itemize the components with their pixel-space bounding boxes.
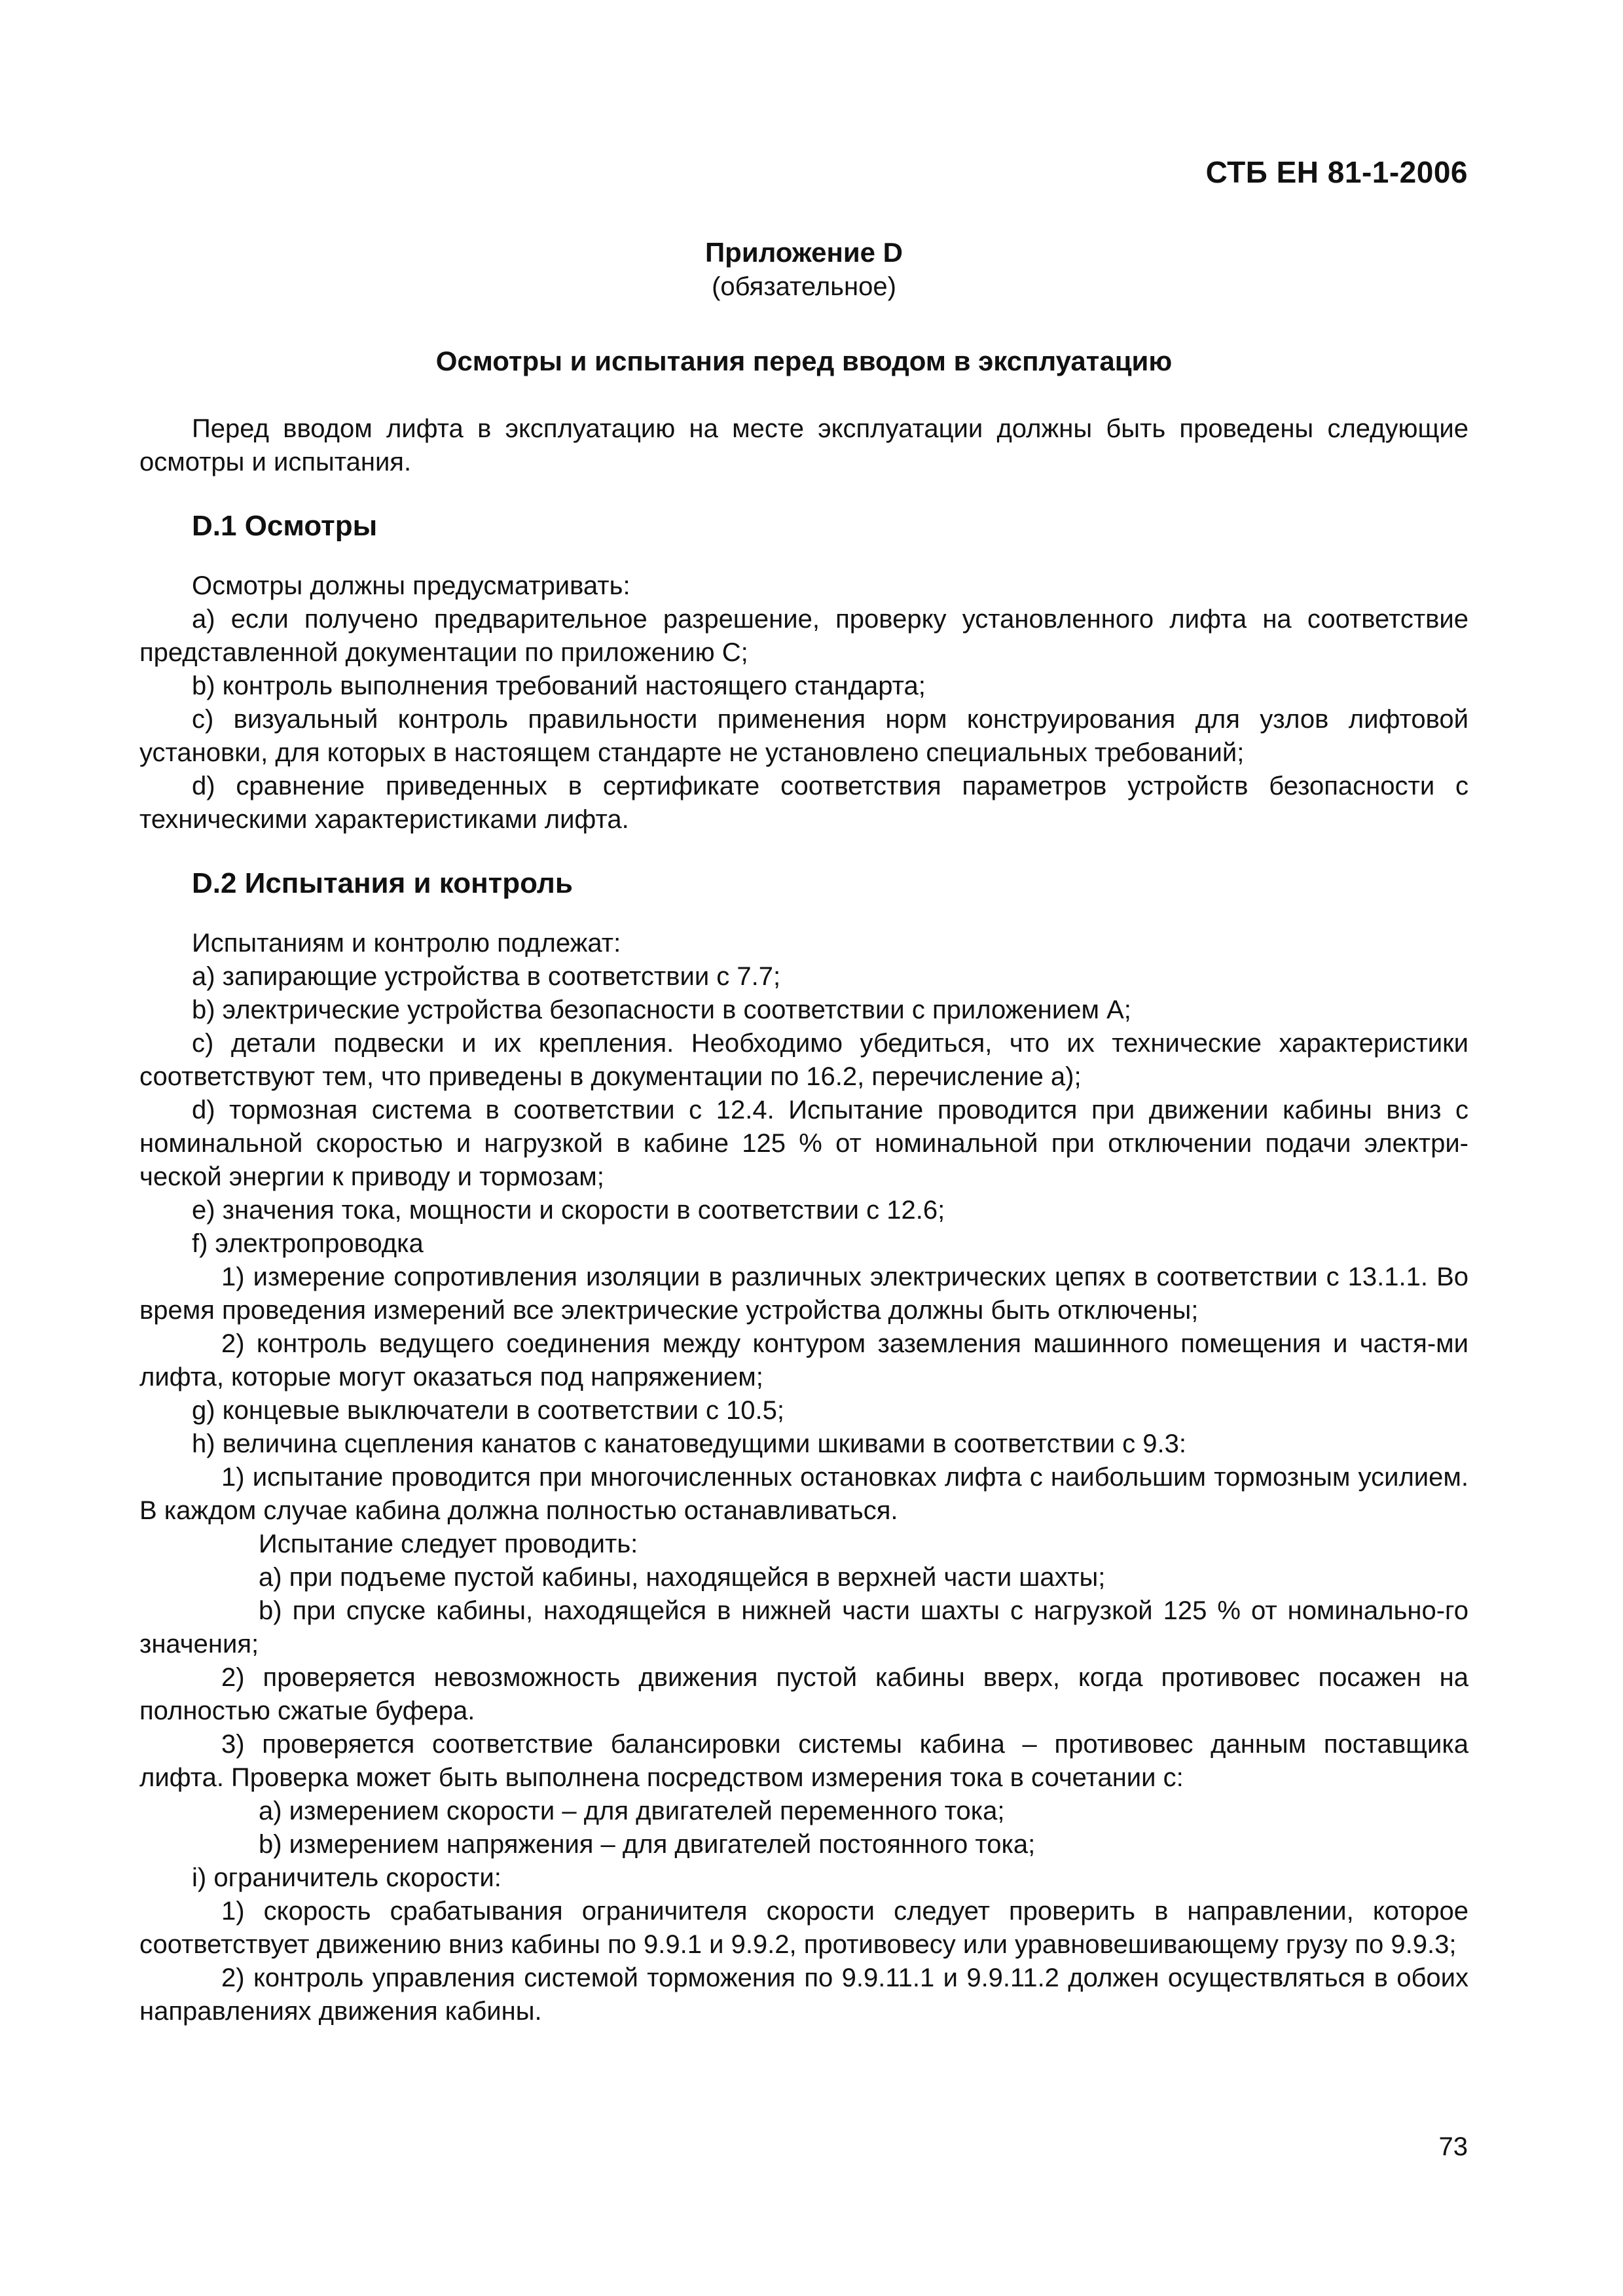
d2-item-c: c) детали подвески и их крепления. Необходимо убедиться, что их технические характеристики соответствуют тем, что приведены в документации по 16.2, перечисление а); — [139, 1029, 1468, 1091]
section-d2-heading: D.2 Испытания и контроль — [192, 867, 573, 899]
d1-item-d: d) сравнение приведенных в сертификате соответствия параметров устройств безопасности с техническими характеристиками лифта. — [139, 772, 1468, 834]
annex-heading: Осмотры и испытания перед вводом в эксплуатацию — [435, 346, 1173, 376]
document-code: СТБ ЕН 81-1-2006 — [1205, 155, 1468, 189]
d2-item-h3: 3) проверяется соответствие балансировки системы кабина – противовес данным поставщика лифта. Проверка может быть выполнена посредством измерения тока в сочетании с: — [139, 1730, 1468, 1792]
d2-item-b: b) электрические устройства безопасности в соответствии с приложением А; — [192, 996, 1131, 1024]
d2-item-f1: 1) измерение сопротивления изоляции в различных электрических цепях в соответствии с 13.1.1. Во время проведения измерений все электрические устройства должны быть отключены; — [139, 1263, 1468, 1325]
annex-status: (обязательное) — [712, 272, 896, 301]
d2-item-h3-a: a) измерением скорости – для двигателей переменного тока; — [259, 1797, 1005, 1825]
d2-item-i: i) ограничитель скорости: — [192, 1863, 501, 1892]
d1-item-c: c) визуальный контроль правильности применения норм конструирования для узлов лифтовой установки, для которых в настоящем стандарте не установлено специальных требований; — [139, 705, 1468, 767]
d2-item-h1: 1) испытание проводится при многочисленных остановках лифта с наибольшим тормозным усилием. В каждом случае кабина должна полностью останавливаться. — [139, 1463, 1468, 1525]
section-d1-heading: D.1 Осмотры — [192, 510, 378, 542]
d1-lead: Осмотры должны предусматривать: — [192, 571, 630, 600]
annex-title: Приложение D — [704, 237, 903, 268]
d2-item-h1-a: a) при подъеме пустой кабины, находящейся в верхней части шахты; — [259, 1563, 1106, 1592]
d2-item-h: h) величина сцепления канатов с канатоведущими шкивами в соответствии с 9.3: — [192, 1429, 1186, 1458]
d2-item-h3-b: b) измерением напряжения – для двигателей постоянного тока; — [259, 1830, 1036, 1859]
d2-lead: Испытаниям и контролю подлежат: — [192, 929, 621, 958]
d2-item-i1: 1) скорость срабатывания ограничителя скорости следует проверить в направлении, которое соответствует движению вниз кабины по 9.9.1 и 9.9.2, противовесу или уравновешивающему грузу по 9.9.3; — [139, 1897, 1468, 1959]
d2-item-a: a) запирающие устройства в соответствии с 7.7; — [192, 962, 781, 991]
d2-item-g: g) концевые выключатели в соответствии с 10.5; — [192, 1396, 785, 1425]
d1-item-a: a) если получено предварительное разрешение, проверку установленного лифта на соответствие представленной документации по приложению С; — [139, 605, 1468, 667]
d2-item-h1-b: b) при спуске кабины, находящейся в нижней части шахты с нагрузкой 125 % от номинально-го значения; — [139, 1596, 1468, 1659]
document-body — [139, 236, 1468, 2028]
d2-item-e: e) значения тока, мощности и скорости в соответствии с 12.6; — [192, 1196, 945, 1225]
d1-item-b: b) контроль выполнения требований настоящего стандарта; — [192, 672, 926, 700]
d2-item-f2: 2) контроль ведущего соединения между контуром заземления машинного помещения и частя-ми лифта, которые могут оказаться под напряжением; — [139, 1329, 1468, 1391]
d2-item-h2: 2) проверяется невозможность движения пустой кабины вверх, когда противовес посажен на полностью сжатые буфера. — [139, 1663, 1468, 1725]
page-number: 73 — [1438, 2132, 1468, 2161]
annex-intro: Перед вводом лифта в эксплуатацию на месте эксплуатации должны быть проведены следующие осмотры и испытания. — [139, 414, 1468, 476]
d2-item-d: d) тормозная система в соответствии с 12.4. Испытание проводится при движении кабины вниз с номинальной скоростью и нагрузкой в кабине 125 % от номинальной при отключении подачи электри-ческой энергии к приводу и тормозам; — [139, 1096, 1468, 1191]
d2-item-h1-lead: Испытание следует проводить: — [259, 1530, 638, 1558]
d2-item-f: f) электропроводка — [192, 1229, 424, 1258]
d2-item-i2: 2) контроль управления системой торможения по 9.9.11.1 и 9.9.11.2 должен осуществляться в обоих направлениях движения кабины. — [139, 1964, 1468, 2026]
